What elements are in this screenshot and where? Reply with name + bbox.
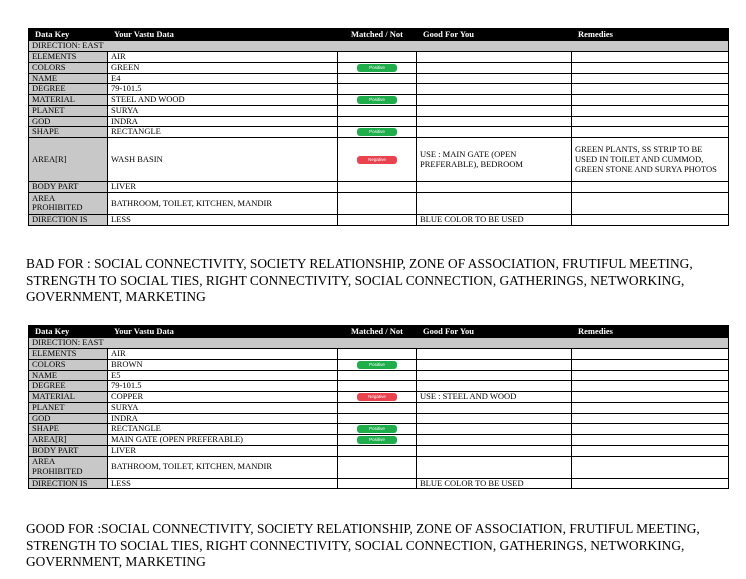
row-key: BODY PART — [29, 445, 108, 456]
row-value: AIR — [108, 349, 338, 360]
vastu-table-1 — [28, 28, 729, 226]
table-row — [29, 62, 729, 73]
good-for-you-cell — [417, 192, 572, 214]
good-for-note: GOOD FOR :SOCIAL CONNECTIVITY, SOCIETY RELATIONSHIP, ZONE OF ASSOCIATION, FRUTIFUL MEETING, STRENGTH TO SOCIAL TIES, RIGHT CONNECTIVITY, SOCIAL CONNECTION, GATHERINGS, NETWORKING, GOVERNMENT, MARKETING — [26, 521, 700, 569]
remedies-cell — [572, 413, 729, 424]
remedies-cell — [572, 182, 729, 193]
remedies-cell — [572, 392, 729, 403]
table-header-row — [29, 29, 729, 41]
match-cell — [338, 435, 417, 446]
remedies-cell — [572, 445, 729, 456]
good-for-you-cell — [417, 445, 572, 456]
row-key: GOD — [29, 413, 108, 424]
row-key: ELEMENTS — [29, 349, 108, 360]
row-key: DIRECTION IS — [29, 214, 108, 225]
match-cell — [338, 73, 417, 84]
match-cell — [338, 95, 417, 106]
row-key: DEGREE — [29, 84, 108, 95]
row-key: AREA PROHIBITED — [29, 192, 108, 214]
remedies-cell — [572, 62, 729, 73]
row-key: AREA[R] — [29, 138, 108, 182]
remedies-cell: GREEN PLANTS, SS STRIP TO BE USED IN TOILET AND CUMMOD, GREEN STONE AND SURYA PHOTOS — [572, 138, 729, 182]
table-row — [29, 214, 729, 225]
good-for-you-cell: USE : STEEL AND WOOD — [417, 392, 572, 403]
remedies-cell — [572, 127, 729, 138]
remedies-cell — [572, 359, 729, 370]
table-row — [29, 349, 729, 360]
row-key: AREA[R] — [29, 435, 108, 446]
row-value: LIVER — [108, 445, 338, 456]
row-key: AREA PROHIBITED — [29, 456, 108, 478]
row-key: COLORS — [29, 62, 108, 73]
remedies-cell — [572, 73, 729, 84]
match-cell — [338, 138, 417, 182]
match-cell — [338, 478, 417, 489]
match-cell — [338, 192, 417, 214]
positive-badge: Positive — [357, 128, 397, 136]
row-key: BODY PART — [29, 182, 108, 193]
good-for-you-cell — [417, 359, 572, 370]
table-row — [29, 402, 729, 413]
match-cell — [338, 127, 417, 138]
row-key: MATERIAL — [29, 95, 108, 106]
match-cell — [338, 370, 417, 381]
good-for-you-cell — [417, 116, 572, 127]
direction-row — [29, 41, 729, 52]
table-row — [29, 478, 729, 489]
row-key: PLANET — [29, 105, 108, 116]
remedies-cell — [572, 424, 729, 435]
row-value: AIR — [108, 52, 338, 63]
table-row — [29, 127, 729, 138]
match-cell — [338, 424, 417, 435]
good-for-you-cell — [417, 127, 572, 138]
table-row — [29, 105, 729, 116]
row-key: ELEMENTS — [29, 52, 108, 63]
row-value: INDRA — [108, 116, 338, 127]
match-cell — [338, 214, 417, 225]
match-cell — [338, 182, 417, 193]
match-cell — [338, 413, 417, 424]
table-row — [29, 73, 729, 84]
table-row — [29, 456, 729, 478]
good-for-you-cell — [417, 370, 572, 381]
row-value: BROWN — [108, 359, 338, 370]
row-key: NAME — [29, 370, 108, 381]
good-for-you-cell — [417, 182, 572, 193]
good-for-you-cell — [417, 381, 572, 392]
good-for-you-cell — [417, 349, 572, 360]
negative-badge: Negative — [357, 156, 397, 164]
remedies-cell — [572, 84, 729, 95]
header-data-key: Data Key — [29, 326, 108, 338]
header-data-key: Data Key — [29, 29, 108, 41]
match-cell — [338, 381, 417, 392]
remedies-cell — [572, 116, 729, 127]
row-value: GREEN — [108, 62, 338, 73]
row-value: 79-101.5 — [108, 84, 338, 95]
remedies-cell — [572, 435, 729, 446]
good-for-you-cell — [417, 73, 572, 84]
row-key: MATERIAL — [29, 392, 108, 403]
match-cell — [338, 62, 417, 73]
positive-badge: Positive — [357, 64, 397, 72]
header-your-data: Your Vastu Data — [108, 29, 338, 41]
table-row — [29, 445, 729, 456]
row-value: STEEL AND WOOD — [108, 95, 338, 106]
header-good-for-you: Good For You — [417, 29, 572, 41]
direction-label: DIRECTION: EAST — [29, 41, 729, 52]
table-row — [29, 359, 729, 370]
row-value: LESS — [108, 478, 338, 489]
table-row — [29, 192, 729, 214]
bad-for-note: BAD FOR : SOCIAL CONNECTIVITY, SOCIETY RELATIONSHIP, ZONE OF ASSOCIATION, FRUTIFUL MEETING, STRENGTH TO SOCIAL TIES, RIGHT CONNECTIVITY, SOCIAL CONNECTION, GATHERINGS, NETWORKING, GOVERNMENT, MARKETING — [26, 256, 693, 304]
table-row — [29, 435, 729, 446]
good-for-you-cell: BLUE COLOR TO BE USED — [417, 214, 572, 225]
row-key: COLORS — [29, 359, 108, 370]
remedies-cell — [572, 52, 729, 63]
row-value: E4 — [108, 73, 338, 84]
good-for-you-cell — [417, 52, 572, 63]
direction-label: DIRECTION: EAST — [29, 338, 729, 349]
match-cell — [338, 359, 417, 370]
positive-badge: Positive — [357, 436, 397, 444]
match-cell — [338, 349, 417, 360]
good-for-you-cell — [417, 424, 572, 435]
row-value: SURYA — [108, 105, 338, 116]
remedies-cell — [572, 381, 729, 392]
positive-badge: Positive — [357, 96, 397, 104]
row-value: RECTANGLE — [108, 424, 338, 435]
vastu-table-2 — [28, 325, 729, 489]
good-for-you-cell — [417, 402, 572, 413]
remedies-cell — [572, 95, 729, 106]
row-key: PLANET — [29, 402, 108, 413]
match-cell — [338, 402, 417, 413]
remedies-cell — [572, 478, 729, 489]
direction-row — [29, 338, 729, 349]
table-row — [29, 413, 729, 424]
header-remedies: Remedies — [572, 29, 729, 41]
remedies-cell — [572, 370, 729, 381]
row-value: E5 — [108, 370, 338, 381]
good-for-you-cell — [417, 62, 572, 73]
header-matched: Matched / Not — [338, 326, 417, 338]
table-row — [29, 52, 729, 63]
row-value: WASH BASIN — [108, 138, 338, 182]
table-row — [29, 182, 729, 193]
row-value: SURYA — [108, 402, 338, 413]
row-key: NAME — [29, 73, 108, 84]
header-matched: Matched / Not — [338, 29, 417, 41]
table-row — [29, 370, 729, 381]
good-for-you-cell — [417, 435, 572, 446]
header-remedies: Remedies — [572, 326, 729, 338]
table-header-row — [29, 326, 729, 338]
row-value: LIVER — [108, 182, 338, 193]
table-row — [29, 84, 729, 95]
good-for-you-cell — [417, 413, 572, 424]
positive-badge: Positive — [357, 361, 397, 369]
match-cell — [338, 84, 417, 95]
row-value: MAIN GATE (OPEN PREFERABLE) — [108, 435, 338, 446]
row-key: SHAPE — [29, 424, 108, 435]
row-value: INDRA — [108, 413, 338, 424]
remedies-cell — [572, 456, 729, 478]
match-cell — [338, 105, 417, 116]
match-cell — [338, 116, 417, 127]
header-your-data: Your Vastu Data — [108, 326, 338, 338]
good-for-you-cell — [417, 456, 572, 478]
match-cell — [338, 445, 417, 456]
table-row — [29, 424, 729, 435]
good-for-you-cell: USE : MAIN GATE (OPEN PREFERABLE), BEDROOM — [417, 138, 572, 182]
row-value: RECTANGLE — [108, 127, 338, 138]
row-key: DEGREE — [29, 381, 108, 392]
good-for-you-cell — [417, 84, 572, 95]
good-for-you-cell — [417, 105, 572, 116]
row-value: 79-101.5 — [108, 381, 338, 392]
row-key: GOD — [29, 116, 108, 127]
row-value: LESS — [108, 214, 338, 225]
row-value: BATHROOM, TOILET, KITCHEN, MANDIR — [108, 192, 338, 214]
row-value: COPPER — [108, 392, 338, 403]
good-for-you-cell — [417, 95, 572, 106]
table-row — [29, 116, 729, 127]
match-cell — [338, 392, 417, 403]
remedies-cell — [572, 192, 729, 214]
remedies-cell — [572, 214, 729, 225]
remedies-cell — [572, 105, 729, 116]
row-key: SHAPE — [29, 127, 108, 138]
header-good-for-you: Good For You — [417, 326, 572, 338]
table-row — [29, 138, 729, 182]
remedies-cell — [572, 402, 729, 413]
row-key: DIRECTION IS — [29, 478, 108, 489]
table-row — [29, 381, 729, 392]
good-for-you-cell: BLUE COLOR TO BE USED — [417, 478, 572, 489]
match-cell — [338, 52, 417, 63]
match-cell — [338, 456, 417, 478]
positive-badge: Positive — [357, 425, 397, 433]
row-value: BATHROOM, TOILET, KITCHEN, MANDIR — [108, 456, 338, 478]
table-row — [29, 392, 729, 403]
table-row — [29, 95, 729, 106]
remedies-cell — [572, 349, 729, 360]
negative-badge: Negative — [357, 393, 397, 401]
